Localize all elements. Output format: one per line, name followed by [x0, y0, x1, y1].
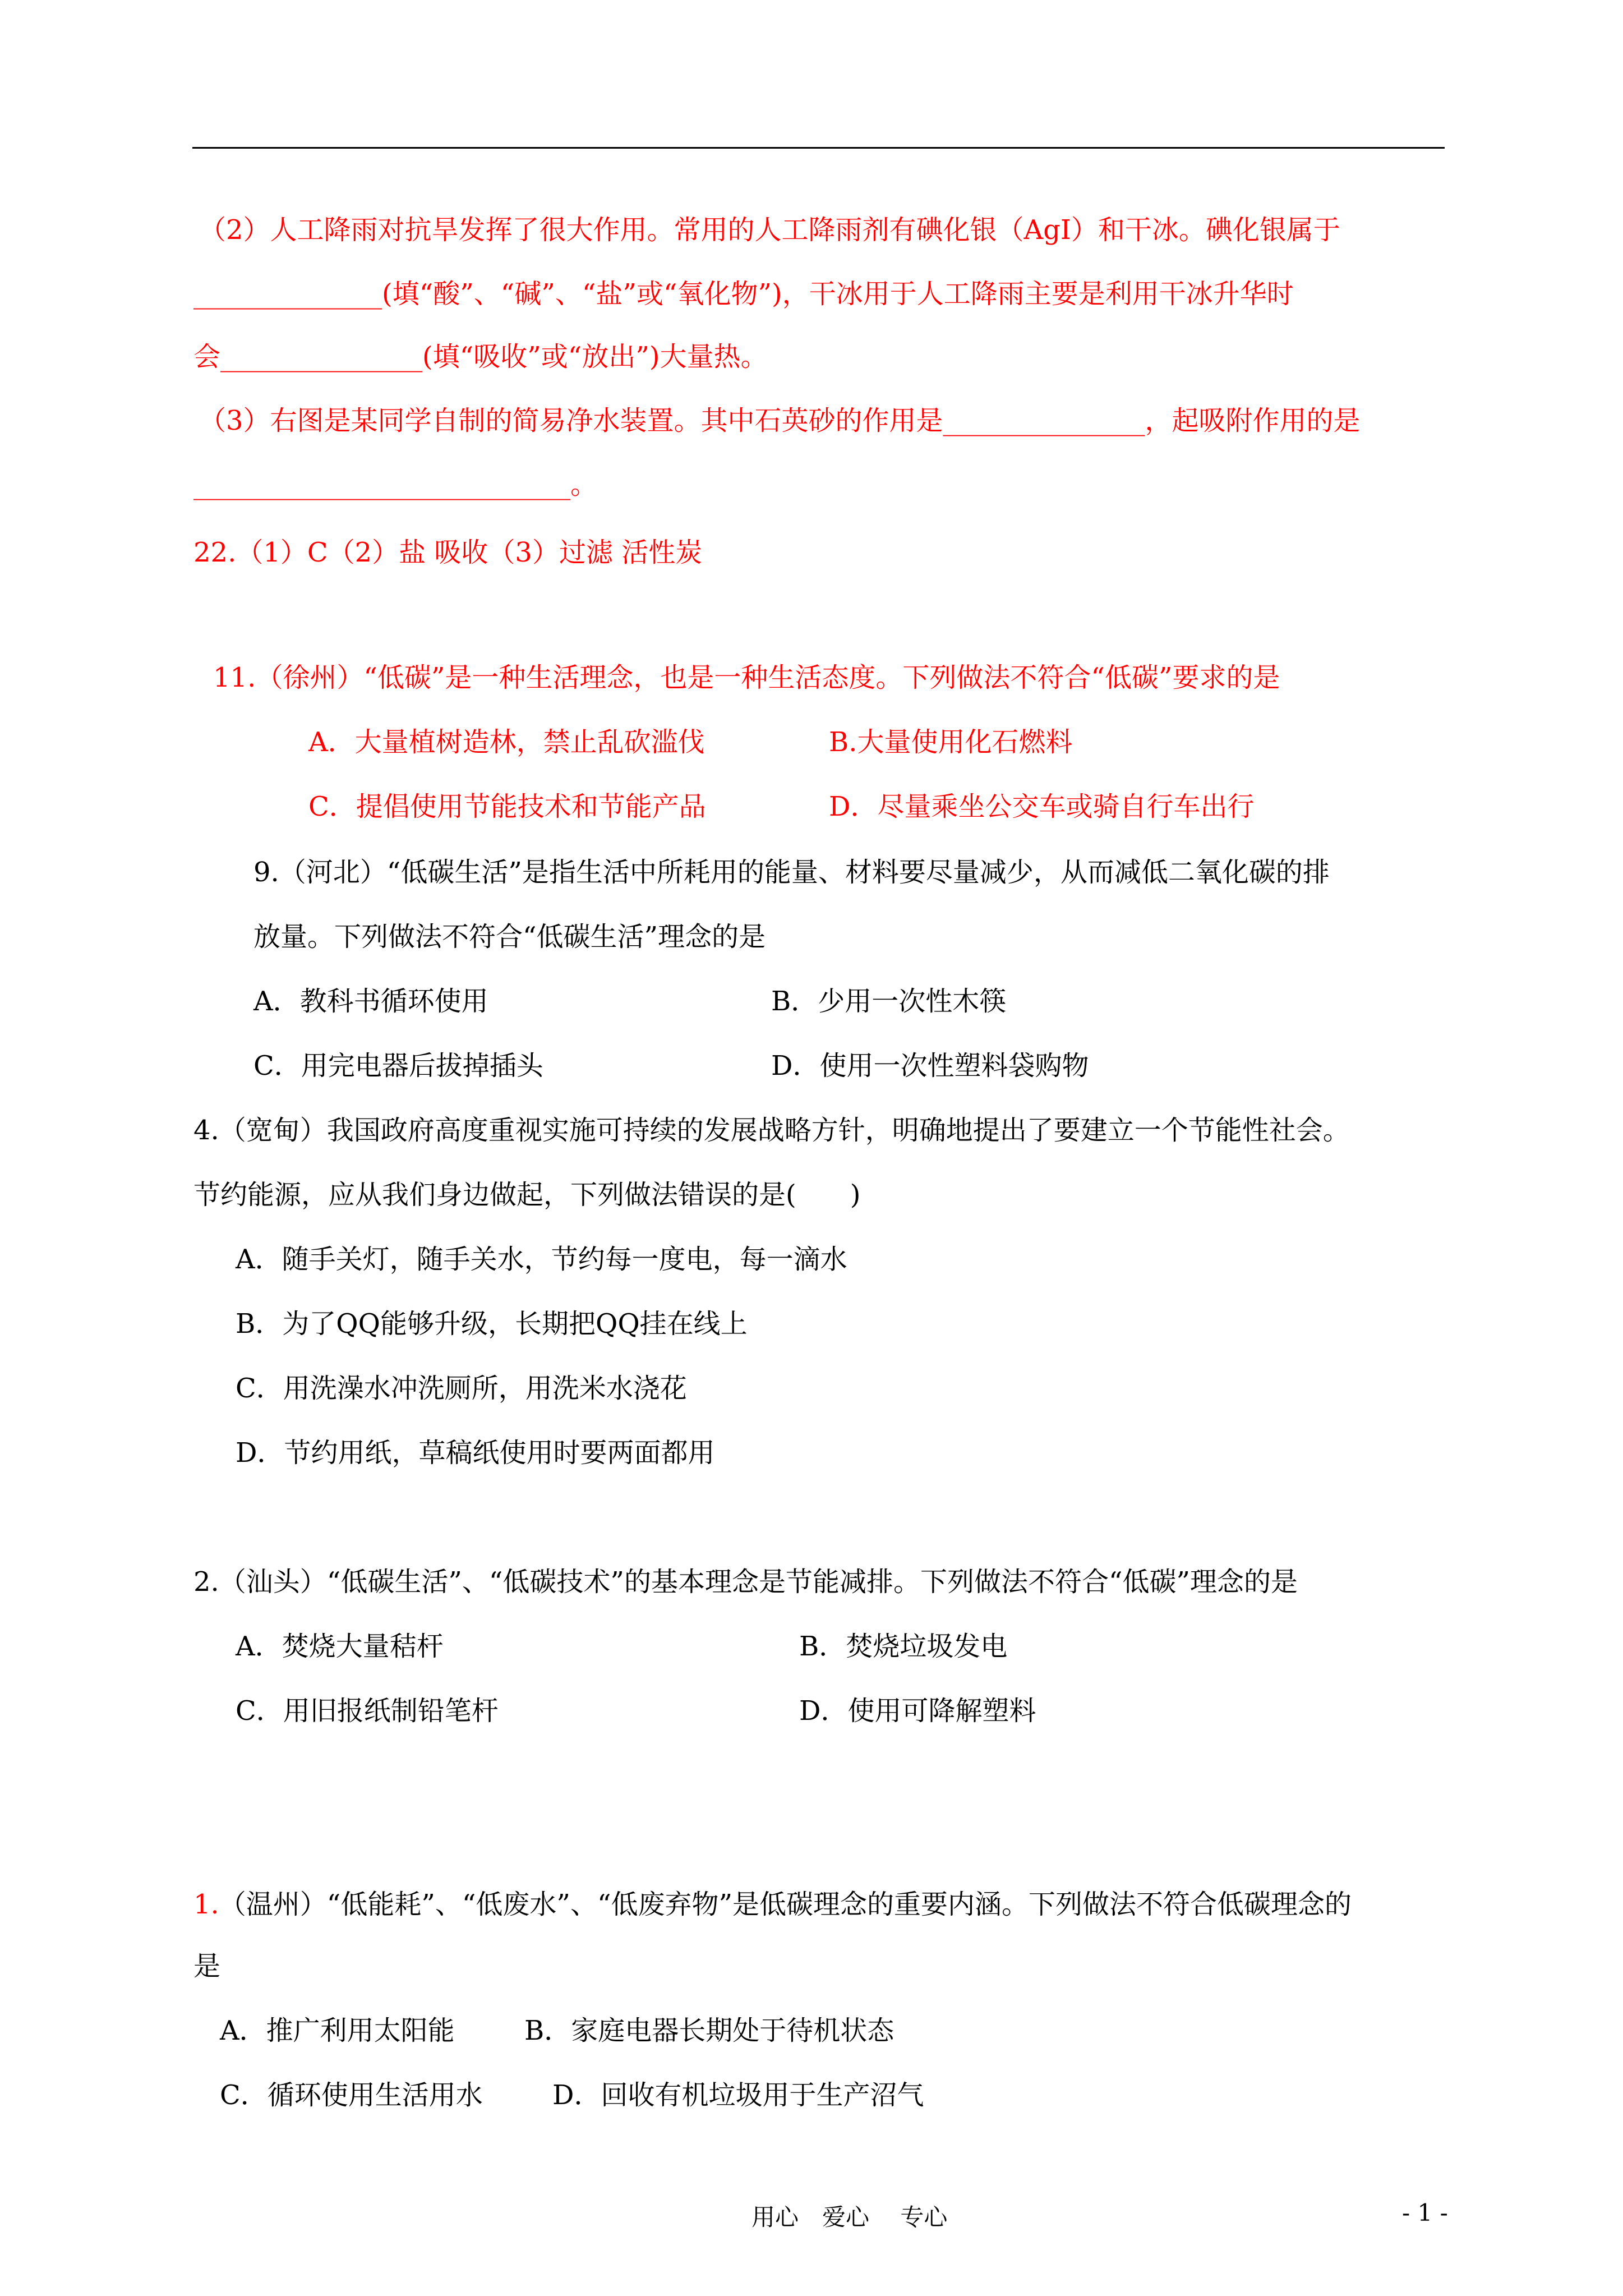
- q1-stem-rest: （温州）“低能耗”、“低废水”、“低废弃物”是低碳理念的重要内涵。下列做法不符合低碳理念的: [219, 1889, 1352, 1920]
- q4-option-b: B．为了QQ能够升级，长期把QQ挂在线上: [236, 1308, 748, 1340]
- q4-option-d: D．节约用纸，草稿纸使用时要两面都用: [236, 1437, 715, 1469]
- q2-option-b: B．焚烧垃圾发电: [799, 1631, 1008, 1662]
- q9-option-d: D．使用一次性塑料袋购物: [771, 1050, 1089, 1082]
- q4-stem-line1: 4.（宽甸）我国政府高度重视实施可持续的发展战略方针，明确地提出了要建立一个节能性社会。: [193, 1115, 1350, 1146]
- q11-option-c: C．提倡使用节能技术和节能产品: [308, 791, 706, 822]
- q9-option-b: B．少用一次性木筷: [771, 986, 1007, 1017]
- q9-option-a: A．教科书循环使用: [253, 986, 488, 1017]
- q22-part2-line1: （2）人工降雨对抗旱发挥了很大作用。常用的人工降雨剂有碘化银（AgI）和干冰。碘化银属于: [199, 214, 1340, 246]
- q4-stem-line2: 节约能源，应从我们身边做起，下列做法错误的是( ): [193, 1179, 861, 1211]
- q1-option-a: A．推广利用太阳能: [220, 2015, 455, 2046]
- q22-answer: 22.（1）C（2）盐 吸收（3）过滤 活性炭: [193, 537, 703, 568]
- q1-stem-line2: 是: [193, 1950, 221, 1982]
- q1-option-c: C．循环使用生活用水: [220, 2079, 483, 2111]
- header-rule: [192, 147, 1445, 149]
- q4-option-c: C．用洗澡水冲洗厕所，用洗米水浇花: [236, 1373, 687, 1404]
- q1-stem-line1: [193, 1888, 1352, 1921]
- q9-stem-line2: 放量。下列做法不符合“低碳生活”理念的是: [253, 921, 766, 953]
- q2-option-a: A．焚烧大量秸杆: [236, 1631, 444, 1662]
- q11-option-d: D．尽量乘坐公交车或骑自行车出行: [829, 791, 1255, 822]
- q1-option-d: D．回收有机垃圾用于生产沼气: [552, 2079, 924, 2111]
- q11-stem: 11.（徐州）“低碳”是一种生活理念，也是一种生活态度。下列做法不符合“低碳”要求的是: [213, 662, 1280, 693]
- q9-option-c: C．用完电器后拔掉插头: [253, 1050, 543, 1082]
- q1-option-b: B．家庭电器长期处于待机状态: [524, 2015, 895, 2046]
- q22-part2-line3: 会_______________(填“吸收”或“放出”)大量热。: [193, 341, 768, 372]
- q2-option-c: C．用旧报纸制铅笔杆: [236, 1695, 499, 1727]
- q22-part3-line1: （3）右图是某同学自制的简易净水装置。其中石英砂的作用是_______________，起吸附作用的是: [199, 405, 1361, 436]
- q1-number: 1.: [193, 1889, 219, 1920]
- q4-option-a: A．随手关灯，随手关水，节约每一度电，每一滴水: [236, 1244, 847, 1275]
- q2-option-d: D．使用可降解塑料: [799, 1695, 1036, 1727]
- q22-part2-line2: ______________(填“酸”、“碱”、“盐”或“氧化物”)，干冰用于人工降雨主要是利用干冰升华时: [193, 278, 1294, 310]
- q9-stem-line1: 9.（河北）“低碳生活”是指生活中所耗用的能量、材料要尽量减少，从而减低二氧化碳的排: [253, 857, 1330, 888]
- q11-option-b: B.大量使用化石燃料: [829, 726, 1073, 758]
- page-number: - 1 -: [1402, 2199, 1448, 2226]
- q11-option-a: A．大量植树造林，禁止乱砍滥伐: [308, 726, 705, 758]
- q2-stem: 2.（汕头）“低碳生活”、“低碳技术”的基本理念是节能减排。下列做法不符合“低碳”理念的是: [193, 1566, 1298, 1598]
- footer-motto: 用心 爱心 专心: [751, 2203, 948, 2231]
- q22-part3-line2: ____________________________。: [193, 469, 598, 500]
